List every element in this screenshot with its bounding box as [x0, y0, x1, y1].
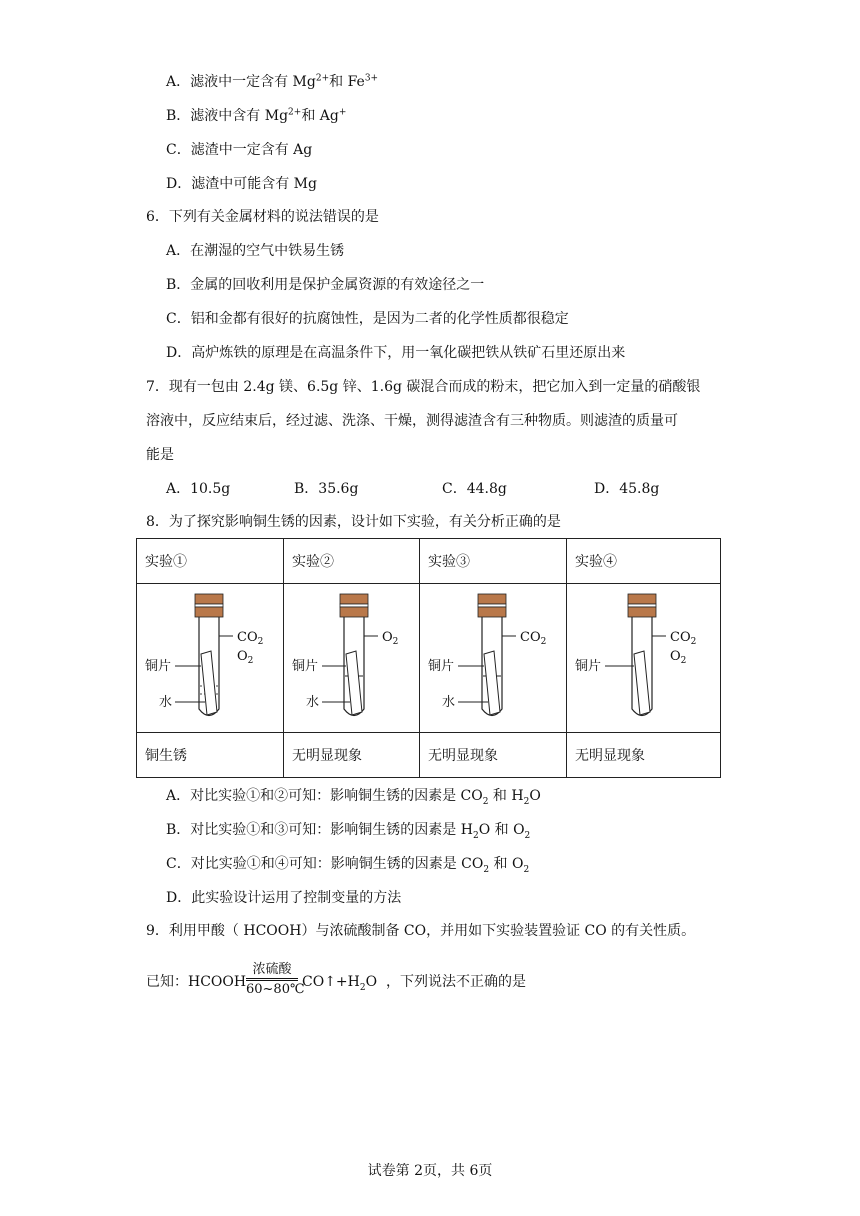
header-exp-1: 实验①	[137, 539, 284, 584]
reaction-condition	[246, 958, 305, 997]
q9-tail: ，下列说法不正确的是	[386, 974, 526, 990]
q9-known-prefix: 已知：HCOOH	[146, 974, 247, 990]
copper-label: 铜片	[428, 659, 455, 674]
q7-option-a: A．10.5g	[166, 481, 231, 497]
result-exp-4: 无明显现象	[567, 733, 721, 778]
q7-option-c: C．44.8g	[442, 481, 507, 497]
test-tube-diagram-4	[567, 584, 720, 732]
q8-stem: 8．为了探究影响铜生锈的因素，设计如下实验，有关分析正确的是	[146, 514, 561, 530]
header-exp-3: 实验③	[420, 539, 567, 584]
result-exp-2: 无明显现象	[284, 733, 420, 778]
water-label: 水	[442, 695, 456, 710]
copper-label: 铜片	[145, 659, 172, 674]
diagram-exp-3	[420, 584, 567, 733]
q9-stem: 9．利用甲酸（ HCOOH）与浓硫酸制备 CO，并用如下实验装置验证 CO 的有关性质。	[146, 923, 696, 939]
diagram-exp-1	[137, 584, 284, 733]
q7-stem-line3: 能是	[146, 447, 174, 463]
temperature-label: 60~80℃	[246, 982, 305, 997]
q5-option-d: D．滤渣中可能含有 Mg	[166, 176, 317, 192]
q6-option-a: A．在潮湿的空气中铁易生锈	[166, 243, 345, 259]
copper-label: 铜片	[292, 659, 319, 674]
header-exp-2: 实验②	[284, 539, 420, 584]
reaction-arrow-line	[246, 978, 298, 979]
co2-label: $CO_2$	[670, 630, 697, 647]
test-tube-diagram-2	[284, 584, 419, 732]
q7-stem-line1: 7．现有一包由 2.4g 镁、6.5g 锌、1.6g 碳混合而成的粉末，把它加入到一定量的硝酸银	[146, 379, 701, 395]
diagram-exp-4	[567, 584, 721, 733]
experiment-table	[136, 538, 721, 778]
q6-option-c: C．铝和金都有很好的抗腐蚀性，是因为二者的化学性质都很稳定	[166, 311, 569, 327]
o2-label: $O_2$	[237, 649, 254, 666]
o2-label: $O_2$	[382, 630, 399, 647]
diagram-exp-2	[284, 584, 420, 733]
q7-option-d: D．45.8g	[594, 481, 660, 497]
test-tube-diagram-3	[420, 584, 566, 732]
q6-stem: 6．下列有关金属材料的说法错误的是	[146, 209, 379, 225]
test-tube-diagram-1	[137, 584, 283, 732]
q7-stem-line2: 溶液中，反应结束后，经过滤、洗涤、干燥，测得滤渣含有三种物质。则滤渣的质量可	[146, 413, 678, 429]
header-exp-4: 实验④	[567, 539, 721, 584]
result-exp-3: 无明显现象	[420, 733, 567, 778]
q8-option-d: D．此实验设计运用了控制变量的方法	[166, 890, 402, 906]
copper-label: 铜片	[575, 659, 602, 674]
page-footer: 试卷第 2页，共 6页	[367, 1163, 493, 1179]
o2-label: $O_2$	[670, 649, 687, 666]
q5-option-a: A．滤液中一定含有 $Mg^{2+}$和 $Fe^{3+}$	[166, 73, 379, 90]
catalyst-label: 浓硫酸	[252, 962, 292, 977]
water-label: 水	[306, 695, 320, 710]
result-exp-1: 铜生锈	[137, 733, 284, 778]
q5-option-c: C．滤渣中一定含有 Ag	[166, 142, 313, 158]
q7-option-b: B．35.6g	[294, 481, 359, 497]
q8-option-c: C．对比实验①和④可知：影响铜生锈的因素是 $CO_2$ 和 $O_2$	[166, 856, 530, 875]
reaction-arrow-line-2	[246, 980, 298, 981]
q8-option-b: B．对比实验①和③可知：影响铜生锈的因素是 $H_2O$ 和 $O_2$	[166, 822, 531, 841]
q6-option-b: B．金属的回收利用是保护金属资源的有效途径之一	[166, 277, 485, 293]
q5-option-b: B．滤液中含有 $Mg^{2+}$和 Ag+	[166, 107, 347, 124]
co2-label: $CO_2$	[520, 630, 547, 647]
water-label: 水	[159, 695, 173, 710]
q9-products: $CO↑+H_2O$	[302, 974, 378, 993]
co2-label: $CO_2$	[237, 630, 264, 647]
q8-option-a: A．对比实验①和②可知：影响铜生锈的因素是 $CO_2$ 和 $H_2O$	[166, 788, 541, 807]
q6-option-d: D．高炉炼铁的原理是在高温条件下，用一氧化碳把铁从铁矿石里还原出来	[166, 345, 626, 361]
